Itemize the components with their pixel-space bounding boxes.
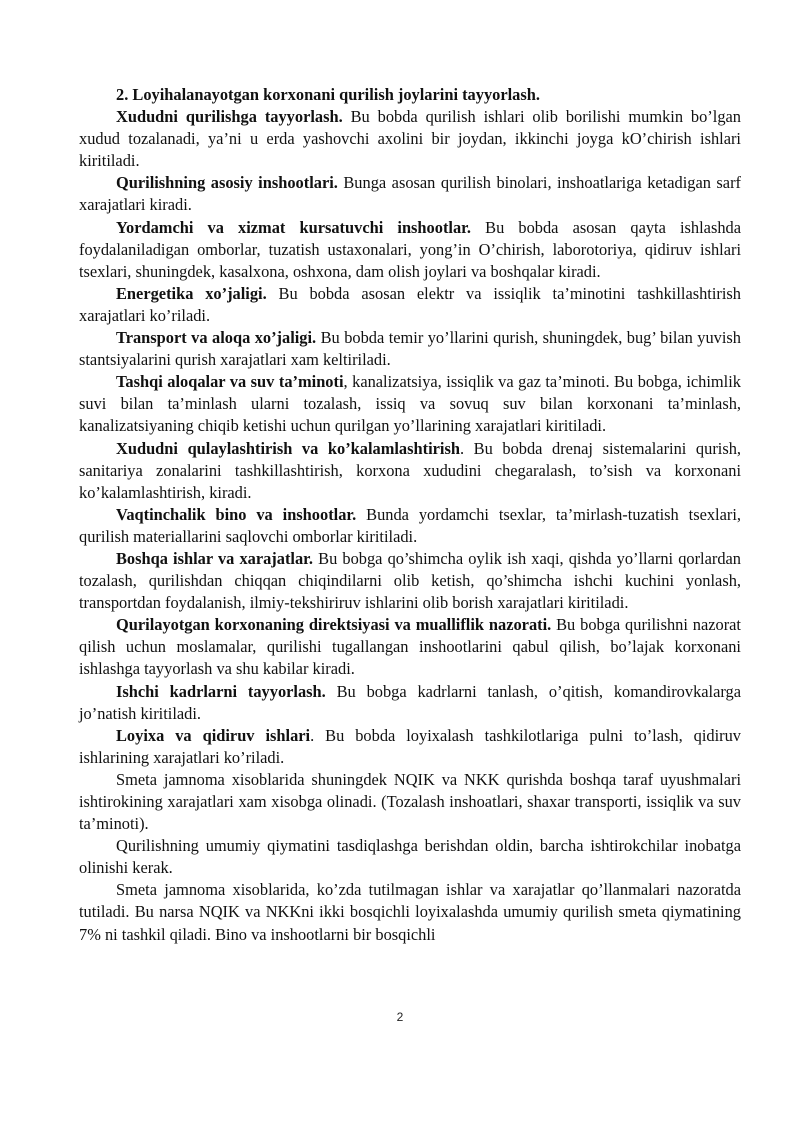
paragraph-temporary-buildings [79,504,741,548]
paragraph-other-expenses [79,548,741,614]
paragraph-lead: Xududni qurilishga tayyorlash. [116,107,343,127]
paragraph-text: Bu bobga kadrlarni tanlash, o’qitish, komandirovkalarga jo’natish kiritiladi. [79,681,742,723]
paragraph-lead: Loyixa va qidiruv ishlari [116,725,311,745]
paragraph-text: , kanalizatsiya, issiqlik va gaz ta’minoti. Bu bobga, ichimlik suvi bilan ta’minlash ularni tozalash, issiq va sovuq suv bilan korxonani ta’minlash, kanalizatsiyaning chiqib ketishi uchun qurilgan yo’llarining xarajatlari kiritiladi. [79,372,741,436]
paragraph-text: Bunda yordamchi tsexlar, ta’mirlash-tuzatish tsexlari, qurilish materiallarini saqlovchi omborlar kiritiladi. [79,504,741,546]
paragraph-text: Bu bobda asosan qayta ishlashda foydalaniladigan omborlar, tuzatish ustaxonalari, yong’in O’chirish, laborotoriya, qidiruv ishlari tsexlari, shuningdek, kasalxona, oshxona, dam olish joylari va boshqalar kiradi. [79,217,742,281]
paragraph-text: Smeta jamnoma xisoblarida shuningdek NQIK va NKK qurishda boshqa taraf uyushmalari ishtirokining xarajatlari xam xisobga olinadi. (Tozalash inshoatlari, shaxar transporti, issiqlik va suv ta’minoti). [79,769,741,834]
page-number: 2 [396,1010,404,1024]
paragraph-text: . Bu bobda drenaj sistemalarini qurish, sanitariya zonalarini tashkillashtirish, korxona xududini chegaralash, to’sish va korxonani ko’kalamlashtirish, kiradi. [79,438,741,502]
paragraph-lead: Yordamchi va xizmat kursatuvchi inshootlar. [116,217,472,237]
paragraph-lead: Ishchi kadrlarni tayyorlash. [116,681,326,701]
paragraph-lead: Tashqi aloqalar va suv ta’minoti [116,372,344,392]
paragraph-unforeseen-costs [79,879,741,945]
paragraph-lead: Qurilishning asosiy inshootlari. [116,173,338,193]
paragraph-external-utilities [79,371,741,437]
paragraph-energy [79,283,741,327]
paragraph-landscaping [79,438,741,504]
paragraph-text: Bu bobda asosan elektr va issiqlik ta’minotini tashkillashtirish xarajatlari ko’riladi. [79,283,741,325]
paragraph-main-structures [79,172,741,216]
section-heading: 2. Loyihalanayotgan korxonani qurilish joylarini tayyorlash. [116,85,540,104]
paragraph-transport [79,327,741,371]
paragraph-text: Smeta jamnoma xisoblarida, ko’zda tutilmagan ishlar va xarajatlar qo’llanmalari nazoratda tutiladi. Bu narsa NQIK va NKKni ikki bosqichli loyixalashda umumiy qurilish smeta qiymatining 7% ni tashkil qiladi. Bino va inshootlarni bir bosqichli [79,880,741,944]
paragraph-text: . Bu bobda loyixalash tashkilotlariga pulni to’lash, qidiruv ishlarining xarajatlari ko’riladi. [79,725,741,767]
paragraph-text: Bu bobga qo’shimcha oylik ish xaqi, qishda yo’llarni qorlardan tozalash, qurilishdan chiqqan chiqindilarni olib ketish, qo’shimcha ishchi kuchini yonlash, transportdan foydalanish, ilmiy-tekshiriruv ishlarini olib borish xarajatlari kiritiladi. [79,548,742,613]
paragraph-estimate-summary [79,769,741,835]
paragraph-total-cost [79,835,741,879]
paragraph-lead: Qurilayotgan korxonaning direktsiyasi va mualliflik nazorati. [116,615,552,635]
paragraph-lead: Energetika xo’jaligi. [116,283,267,303]
paragraph-lead: Transport va aloqa xo’jaligi. [116,328,317,348]
paragraph-text: Bu bobda qurilish ishlari olib borilishi mumkin bo’lgan xudud tozalanadi, ya’ni u erda yashovchi axolini bir joydan, ikkinchi joyga kO’chirish ishlari kiritiladi. [79,107,741,171]
paragraph-lead: Boshqa ishlar va xarajatlar. [116,548,314,568]
paragraph-staff-training [79,681,741,725]
paragraph-lead: Xududni qulaylashtirish va ko’kalamlashtirish [116,438,460,458]
paragraph-site-preparation [79,106,741,172]
paragraph-text: Bu bobga qurilishni nazorat qilish uchun moslamalar, qurilishi tugallangan inshootlarini qabul qilish, bo’lajak korxonani ishlashga tayyorlash va shu kabilar kiradi. [79,615,741,679]
paragraph-text: Bunga asosan qurilish binolari, inshoatlariga ketadigan sarf xarajatlari kiradi. [79,173,741,215]
paragraph-lead: Vaqtinchalik bino va inshootlar. [116,504,357,524]
document-page [79,84,741,946]
paragraph-directorate-supervision [79,614,741,680]
paragraph-text: Qurilishning umumiy qiymatini tasdiqlashga berishdan oldin, barcha ishtirokchilar inobatga olinishi kerak. [79,836,741,878]
paragraph-auxiliary-structures [79,217,741,283]
paragraph-text: Bu bobda temir yo’llarini qurish, shuningdek, bug’ bilan yuvish stantsiyalarini qurish xarajatlari xam keltiriladi. [79,328,741,370]
paragraph-design-survey [79,725,741,769]
